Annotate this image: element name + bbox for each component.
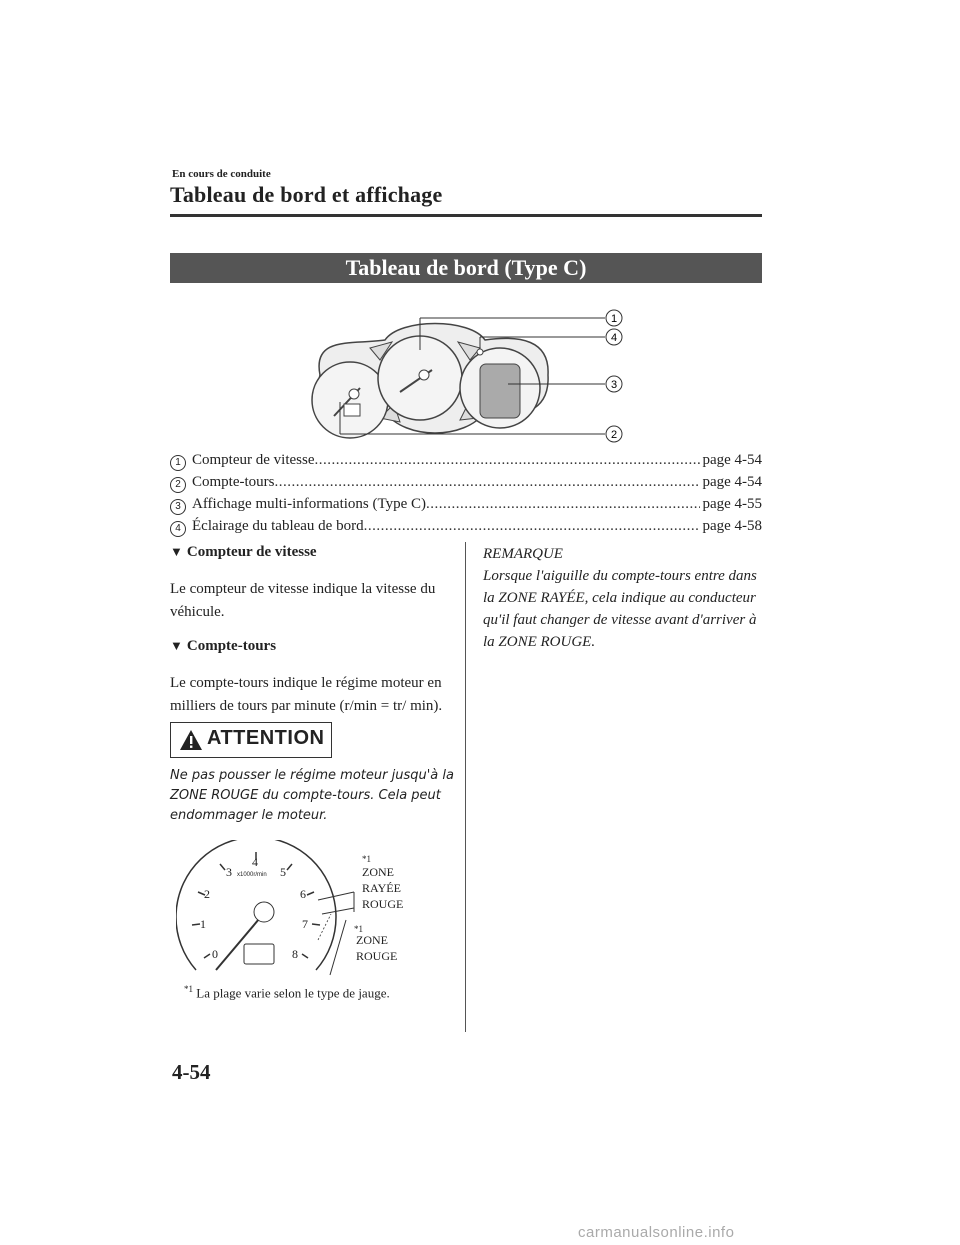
warning-triangle-icon — [179, 729, 203, 751]
callout-2-label: 2 — [610, 429, 618, 441]
attention-title: ATTENTION — [207, 727, 325, 749]
note-block — [483, 543, 763, 653]
heading-rule — [170, 214, 762, 217]
gauge-number-3: 3 — [226, 865, 232, 879]
legend-number: 1 — [170, 455, 186, 471]
section-label: En cours de conduite — [172, 168, 271, 180]
gauge-number-7: 7 — [302, 917, 308, 931]
section-banner: Tableau de bord (Type C) — [170, 253, 762, 283]
leader-dots — [314, 452, 700, 469]
note-title: REMARQUE — [483, 546, 563, 562]
note-text: Lorsque l'aiguille du compte-tours entre dans la ZONE RAYÉE, cela indique au conducteur qu'il faut changer de vitesse avant d'arriver à la ZONE ROUGE. — [483, 568, 757, 650]
legend-number: 2 — [170, 477, 186, 493]
zone-rouge-line1: ZONE — [356, 933, 388, 947]
leader-dots — [426, 496, 700, 513]
zone-rouge-line2: ROUGE — [356, 949, 398, 963]
footnote-text: La plage varie selon le type de jauge. — [196, 985, 390, 1001]
tachometer-description: Le compte-tours indique le régime moteur en milliers de tours par minute (r/min = tr/ min). — [170, 675, 443, 714]
tachometer-heading — [170, 634, 460, 658]
page-reference-link[interactable]: page 4-54 — [702, 452, 762, 468]
tachometer-heading-text: Compte-tours — [186, 638, 277, 654]
callout-2 — [606, 426, 622, 442]
gauge-unit-label: x1000r/min — [237, 872, 267, 878]
legend-row-dashboard-illumination — [170, 518, 762, 540]
callout-4 — [606, 329, 622, 345]
zone-rouge-footnote-mark: *1 — [354, 924, 363, 934]
legend-label: Compte-tours — [192, 474, 275, 490]
page-heading: Tableau de bord et affichage — [170, 182, 443, 207]
column-divider — [465, 542, 466, 1032]
legend-row-multi-info-display — [170, 496, 762, 518]
gauge-number-1: 1 — [200, 917, 206, 931]
instrument-cluster-illustration — [300, 300, 630, 450]
attention-box — [170, 722, 332, 758]
left-column — [170, 540, 460, 728]
speedometer-heading — [170, 540, 460, 564]
gauge-number-4: 4 — [252, 855, 258, 869]
gauge-number-8: 8 — [292, 947, 298, 961]
callout-1 — [606, 310, 622, 326]
page-reference-link[interactable]: page 4-54 — [702, 474, 762, 490]
gauge-number-5: 5 — [280, 865, 286, 879]
callout-1-label: 1 — [610, 313, 618, 325]
zone-rayee-line2: RAYÉE — [362, 881, 401, 895]
legend-label: Compteur de vitesse — [192, 452, 315, 468]
leader-dots — [275, 474, 701, 491]
callout-4-label: 4 — [610, 332, 618, 344]
page-reference-link[interactable]: page 4-55 — [702, 496, 762, 512]
page-number: 4-54 — [172, 1060, 211, 1084]
footnote-mark: *1 — [184, 984, 193, 994]
gauge-number-2: 2 — [204, 887, 210, 901]
legend-row-speedometer — [170, 452, 762, 474]
zone-rayee-footnote-mark: *1 — [362, 854, 371, 864]
component-legend — [170, 452, 762, 540]
zone-rayee-line1: ZONE — [362, 865, 394, 879]
callout-3 — [606, 376, 622, 392]
watermark: carmanualsonline.info — [578, 1224, 735, 1241]
triangle-down-icon: ▼ — [170, 638, 183, 653]
legend-number: 3 — [170, 499, 186, 515]
zone-rayee-line3: ROUGE — [362, 897, 404, 911]
gauge-number-6: 6 — [300, 887, 306, 901]
legend-row-tachometer — [170, 474, 762, 496]
triangle-down-icon: ▼ — [170, 544, 183, 559]
speedometer-description: Le compteur de vitesse indique la vitesse du véhicule. — [170, 581, 436, 620]
attention-text: Ne pas pousser le régime moteur jusqu'à la ZONE ROUGE du compte-tours. Cela peut endommager le moteur. — [170, 768, 454, 823]
gauge-footnote — [184, 984, 390, 1001]
tachometer-zone-diagram — [176, 840, 426, 980]
callout-3-label: 3 — [610, 379, 618, 391]
legend-number: 4 — [170, 521, 186, 537]
gauge-number-0: 0 — [212, 947, 218, 961]
leader-dots — [364, 518, 701, 535]
legend-label: Éclairage du tableau de bord — [192, 518, 364, 534]
speedometer-heading-text: Compteur de vitesse — [186, 544, 317, 560]
legend-label: Affichage multi-informations (Type C) — [192, 496, 427, 512]
page-reference-link[interactable]: page 4-58 — [702, 518, 762, 534]
